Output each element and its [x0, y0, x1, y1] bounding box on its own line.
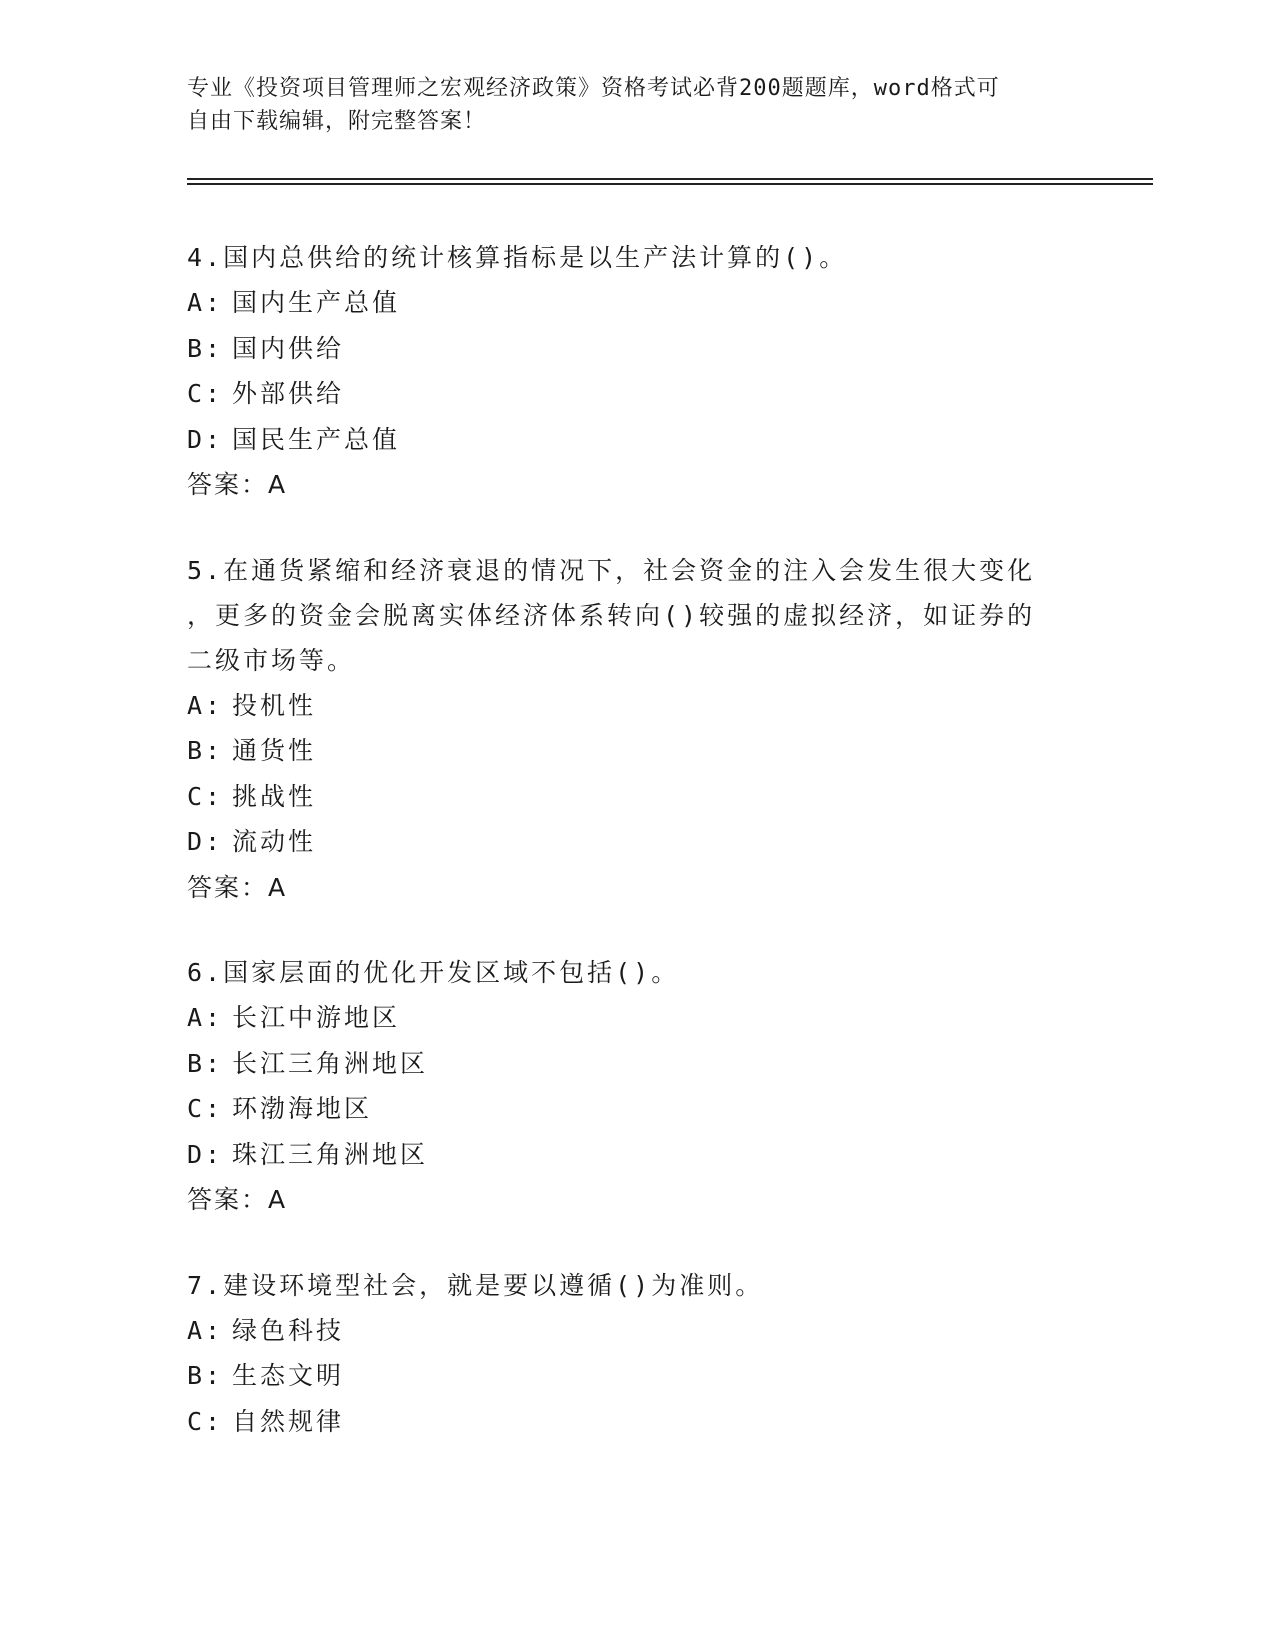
question-stem: 6.国家层面的优化开发区域不包括()。 — [187, 958, 680, 987]
option-text: 自然规律 — [232, 1406, 345, 1436]
question-7 — [187, 1263, 1087, 1445]
option-text: 长江三角洲地区 — [232, 1048, 429, 1078]
option-key: A: — [187, 1315, 224, 1345]
option-key: A: — [187, 288, 224, 317]
option-key: C: — [187, 781, 224, 811]
option-key: C: — [187, 1406, 224, 1436]
option-b — [187, 728, 1087, 774]
question-4 — [187, 235, 1087, 508]
option-text: 国民生产总值 — [232, 424, 401, 454]
option-key: B: — [187, 736, 224, 765]
option-c — [187, 1086, 1087, 1132]
option-key: D: — [187, 1139, 224, 1169]
option-text: 珠江三角洲地区 — [232, 1139, 429, 1169]
option-key: C: — [187, 1094, 224, 1123]
option-key: B: — [187, 1361, 224, 1390]
option-text: 流动性 — [232, 827, 317, 856]
answer-line: 答案：A — [187, 1185, 288, 1214]
option-key: A: — [187, 1003, 224, 1032]
header-title-line-2: 自由下载编辑，附完整答案！ — [187, 109, 487, 134]
option-a — [187, 995, 1087, 1041]
question-6 — [187, 950, 1087, 1223]
option-a — [187, 1308, 1087, 1354]
header-title-line-1: 专业《投资项目管理师之宏观经济政策》资格考试必背200题题库，word格式可 — [187, 76, 1000, 101]
option-text: 挑战性 — [232, 781, 317, 811]
option-b — [187, 1353, 1087, 1399]
option-text: 生态文明 — [232, 1361, 345, 1390]
option-text: 国内供给 — [232, 333, 345, 363]
document-header — [187, 72, 1067, 138]
option-text: 外部供给 — [232, 379, 345, 408]
option-b — [187, 1041, 1087, 1087]
option-c — [187, 371, 1087, 417]
option-d — [187, 1132, 1087, 1178]
option-text: 长江中游地区 — [232, 1003, 401, 1032]
answer-line: 答案：A — [187, 470, 288, 499]
option-key: C: — [187, 379, 224, 408]
option-text: 环渤海地区 — [232, 1094, 373, 1123]
header-divider-bottom — [187, 183, 1153, 185]
question-stem-line-1: 5.在通货紧缩和经济衰退的情况下，社会资金的注入会发生很大变化 — [187, 555, 1036, 585]
question-stem: 7.建设环境型社会，就是要以遵循()为准则。 — [187, 1270, 764, 1300]
option-key: B: — [187, 333, 224, 363]
question-stem-line-3: 二级市场等。 — [187, 645, 356, 675]
option-key: D: — [187, 424, 224, 454]
option-a — [187, 683, 1087, 729]
option-text: 通货性 — [232, 736, 317, 765]
option-c — [187, 1399, 1087, 1445]
header-divider-top — [187, 178, 1153, 180]
option-text: 绿色科技 — [232, 1315, 345, 1345]
option-b — [187, 326, 1087, 372]
option-c — [187, 774, 1087, 820]
answer-line: 答案：A — [187, 872, 288, 902]
option-text: 国内生产总值 — [232, 288, 401, 317]
question-5 — [187, 548, 1087, 911]
question-list — [187, 235, 1087, 1484]
option-key: D: — [187, 827, 224, 856]
option-a — [187, 280, 1087, 326]
option-d — [187, 417, 1087, 463]
question-stem: 4.国内总供给的统计核算指标是以生产法计算的()。 — [187, 243, 848, 272]
option-d — [187, 819, 1087, 865]
option-key: A: — [187, 690, 224, 720]
option-key: B: — [187, 1048, 224, 1078]
option-text: 投机性 — [232, 690, 317, 720]
question-stem-line-2: ，更多的资金会脱离实体经济体系转向()较强的虚拟经济，如证券的 — [187, 600, 1036, 630]
